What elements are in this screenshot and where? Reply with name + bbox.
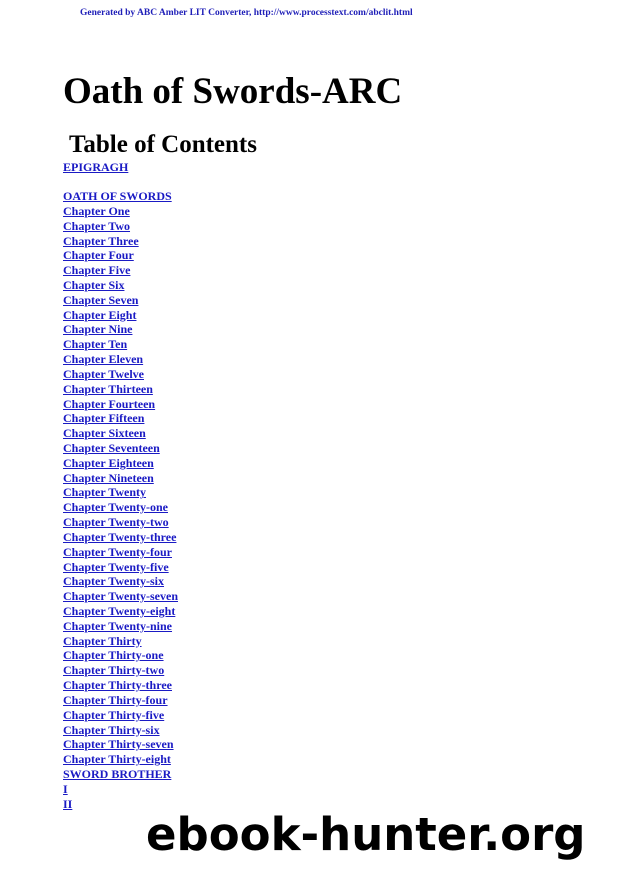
toc-link[interactable]: Chapter Thirty-one: [63, 648, 164, 663]
toc-link[interactable]: Chapter Thirty-two: [63, 663, 165, 678]
toc-link[interactable]: Chapter Eighteen: [63, 455, 154, 470]
toc-link[interactable]: Chapter Three: [63, 233, 139, 248]
toc-link[interactable]: Chapter Four: [63, 248, 134, 263]
toc-link[interactable]: Chapter Thirty-eight: [63, 752, 171, 767]
toc-link[interactable]: Chapter Eleven: [63, 352, 144, 366]
toc-link[interactable]: Chapter Twenty-one: [63, 500, 168, 515]
toc-link[interactable]: Chapter Six: [63, 277, 125, 292]
toc-link[interactable]: II: [63, 796, 73, 811]
toc-link[interactable]: Chapter Fifteen: [63, 411, 145, 426]
watermark-text: ebook-hunter.org: [146, 808, 586, 861]
toc-link[interactable]: Chapter Thirty-five: [63, 707, 165, 722]
toc-link[interactable]: Chapter Twenty-six: [63, 574, 165, 589]
toc-link[interactable]: Chapter Twenty-eight: [63, 604, 176, 618]
toc-link[interactable]: Chapter Five: [63, 263, 131, 278]
toc-link[interactable]: Chapter Nineteen: [63, 470, 154, 485]
toc-link[interactable]: Chapter Thirty-four: [63, 692, 168, 707]
toc-link[interactable]: Chapter Twenty-four: [63, 544, 172, 559]
toc-link[interactable]: SWORD BROTHER: [63, 767, 172, 781]
toc-link[interactable]: Chapter Thirty-six: [63, 722, 160, 737]
toc-link[interactable]: Chapter Thirteen: [63, 381, 153, 396]
toc-link[interactable]: Chapter Two: [63, 218, 131, 233]
toc-link[interactable]: Chapter Seventeen: [63, 440, 160, 455]
toc-link[interactable]: Chapter Thirty: [63, 633, 142, 648]
toc-link[interactable]: Chapter Fourteen: [63, 396, 156, 411]
toc-link[interactable]: Chapter Thirty-three: [63, 678, 172, 693]
toc-link[interactable]: Chapter One: [63, 203, 130, 218]
toc-link[interactable]: Chapter Twenty-five: [63, 559, 169, 574]
toc-link[interactable]: Chapter Twenty: [63, 485, 147, 500]
book-title: Oath of Swords-ARC: [63, 71, 403, 112]
toc-heading: Table of Contents: [69, 131, 257, 158]
toc-link[interactable]: Chapter Eight: [63, 307, 137, 322]
toc-link[interactable]: Chapter Twelve: [63, 366, 144, 381]
toc-link[interactable]: Chapter Seven: [63, 292, 139, 307]
toc-link[interactable]: Chapter Ten: [63, 337, 128, 352]
toc-link[interactable]: I: [63, 781, 68, 796]
toc-link[interactable]: OATH OF SWORDS: [63, 189, 172, 203]
toc-link[interactable]: Chapter Twenty-nine: [63, 618, 173, 633]
generator-header: Generated by ABC Amber LIT Converter, http://www.processtext.com/abclit.html: [80, 8, 413, 18]
toc-link[interactable]: Chapter Twenty-three: [63, 529, 177, 544]
toc-link[interactable]: Chapter Twenty-two: [63, 515, 169, 529]
toc-link[interactable]: Chapter Thirty-seven: [63, 737, 174, 752]
toc-link[interactable]: Chapter Nine: [63, 322, 133, 337]
toc-link-epigraph[interactable]: EPIGRAGH: [63, 160, 129, 174]
toc-link[interactable]: Chapter Twenty-seven: [63, 589, 178, 604]
toc-link[interactable]: Chapter Sixteen: [63, 426, 146, 441]
